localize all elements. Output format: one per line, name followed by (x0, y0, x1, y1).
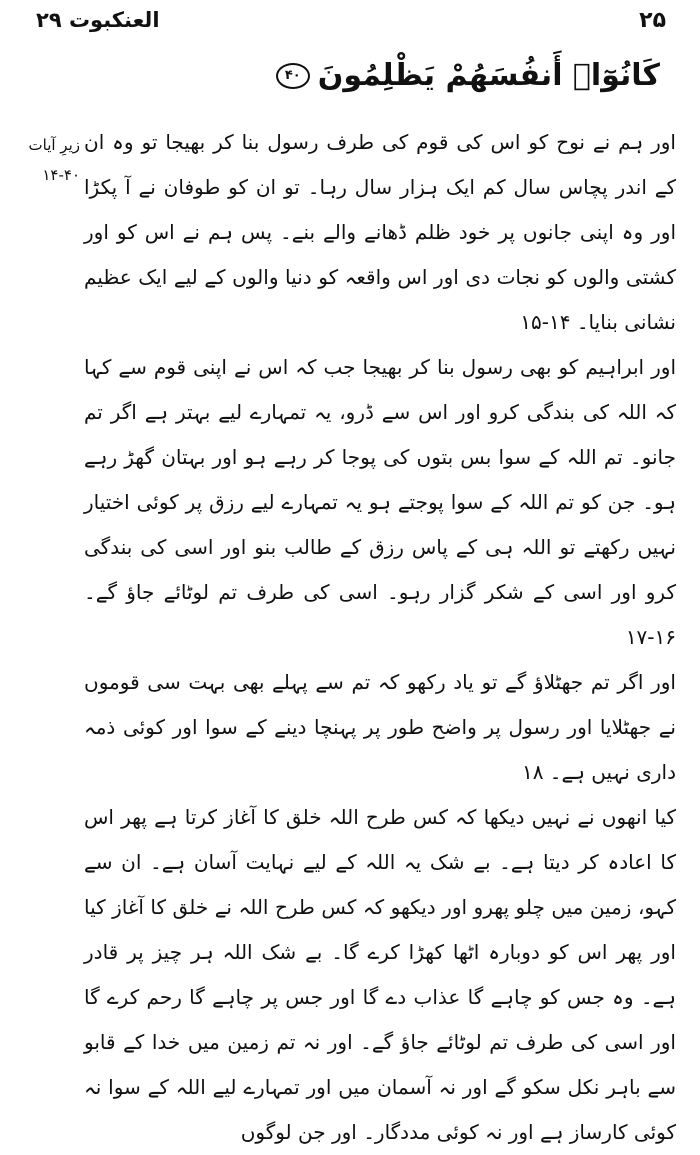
paragraph: کیا انھوں نے نہیں دیکھا کہ کس طرح اللہ خلق کا آغاز کرتا ہے پھر اس کا اعادہ کر دیتا ہے۔ بے شک یہ اللہ کے لیے نہایت آسان ہے۔ ان سے کہو، زمین میں چلو پھرو اور دیکھو کہ کس طرح اللہ نے خلق کا آغاز کیا اور پھر اس کو دوبارہ اٹھا کھڑا کرے گا۔ بے شک اللہ ہر چیز پر قادر ہے۔ وہ جس کو چاہے گا عذاب دے گا اور جس پر چاہے گا رحم کرے گا اور اسی کی طرف تم لوٹائے جاؤ گے۔ اور نہ تم زمین میں خدا کے قابو سے باہر نکل سکو گے اور نہ آسمان میں اور تمہارے لیے اللہ کے سوا نہ کوئی کارساز ہے اور نہ کوئی مددگار۔ اور جن لوگوں (84, 805, 676, 1144)
ayah-number-marker: ۴۰ (276, 63, 310, 89)
paragraph: اور ابراہیم کو بھی رسول بنا کر بھیجا جب کہ اس نے اپنی قوم سے کہا کہ اللہ کی بندگی کرو اور اس سے ڈرو، یہ تمہارے لیے بہتر ہے اگر تم جانو۔ تم اللہ کے سوا بس بتوں کی پوجا کر رہے ہو اور بہتان گھڑ رہے ہو۔ جن کو تم اللہ کے سوا پوجتے ہو یہ تمہارے لیے رزق پر کوئی اختیار نہیں رکھتے تو اللہ ہی کے پاس رزق کے طالب بنو اور اسی کی بندگی کرو اور اسی کے شکر گزار رہو۔ اسی کی طرف تم لوٹائے جاؤ گے۔ ۱۶-۱۷ (84, 355, 676, 649)
translation-body (84, 120, 676, 1155)
paragraph: اور اگر تم جھٹلاؤ گے تو یاد رکھو کہ تم سے پہلے بھی بہت سی قوموں نے جھٹلایا اور رسول پر واضح طور پر پہنچا دینے کے سوا اور کوئی ذمہ داری نہیں ہے۔ ۱۸ (84, 670, 676, 784)
paragraph: اور ہم نے نوح کو اس کی قوم کی طرف رسول بنا کر بھیجا تو وہ ان کے اندر پچاس سال کم ایک ہزار سال رہا۔ تو ان کو طوفان نے آ پکڑا اور وہ اپنی جانوں پر خود ظلم ڈھانے والے بنے۔ پس ہم نے اس کو اور کشتی والوں کو نجات دی اور اس واقعہ کو دنیا والوں کے لیے ایک عظیم نشانی بنایا۔ ۱۴-۱۵ (84, 130, 676, 334)
verse-text: كَانُوٓا۟ أَنفُسَهُمْ يَظْلِمُونَ (317, 58, 660, 93)
margin-note-label: زیرِ آیات (28, 136, 80, 154)
margin-note (4, 130, 80, 190)
page-header (0, 0, 700, 46)
surah-header: العنکبوت ۲۹ (36, 8, 160, 32)
quran-verse (276, 58, 660, 93)
margin-note-verses: ۱۴-۴۰ (42, 166, 80, 184)
page-number: ۲۵ (639, 8, 666, 33)
